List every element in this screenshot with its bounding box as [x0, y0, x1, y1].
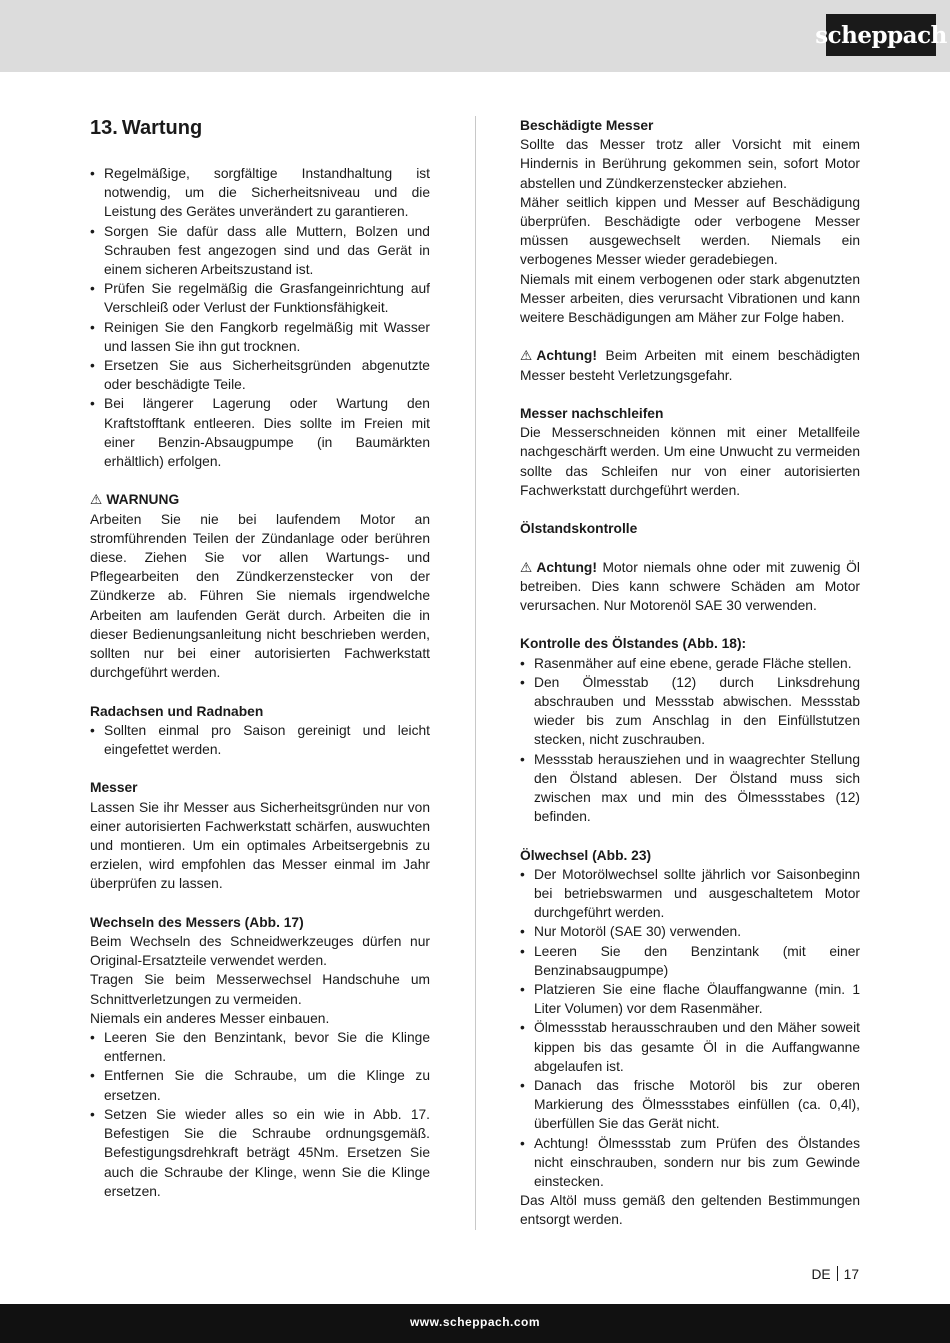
- achtung-note: ⚠ Achtung! Motor niemals ohne oder mit zuwenig Öl betreiben. Dies kann schwere Schäden am Motor verursachen. Nur Motorenöl SAE 30 verwenden.: [520, 559, 860, 614]
- page-number: [811, 1266, 859, 1282]
- header-bar: [0, 0, 950, 72]
- messer-text: Lassen Sie ihr Messer aus Sicherheitsgründen nur von einer autorisierten Fachwerkstatt schärfen, auswuchten und montieren. Um ein optimales Arbeitsergebnis zu erzielen, wird empfohlen das Messer einmal im Jahr überprüfen zu lassen.: [90, 799, 430, 892]
- beschaedigt-text: Mäher seitlich kippen und Messer auf Beschädigung überprüfen. Beschädigte oder verbogene Messer müssen ausgewechselt werden. Niemals ein verbogenes Messer wieder geradebiegen.: [520, 194, 860, 268]
- messer-heading: Messer: [90, 780, 138, 796]
- page-num: 17: [843, 1267, 859, 1282]
- list-item: • Sorgen Sie dafür dass alle Muttern, Bolzen und Schrauben fest angezogen sind und das Gerät in einem sicheren Arbeitszustand ist.: [90, 222, 430, 280]
- warning-text: Arbeiten Sie nie bei laufendem Motor an stromführenden Teilen der Zündanlage oder berühren diese. Ziehen Sie vor allen Wartungs- und Pflegearbeiten den Zündkerzenstecker von der Zündkerze ab. Führen Sie niemals irgendwelche Arbeiten am laufenden Gerät durch. Arbeiten die in dieser Bedienungsanleitung nicht beschrieben werden, sollten nur bei einer autorisierten Fachwerkstatt durchgeführt werden.: [90, 511, 430, 681]
- oelstand-heading: Ölstandskontrolle: [520, 521, 638, 537]
- list-item: • Den Ölmesstab (12) durch Linksdrehung abschrauben und Messstab abwischen. Messstab wieder bis zum Anschlag in den Einfüllstutzen stecken, nicht zuschrauben.: [520, 673, 860, 750]
- column-divider: [475, 116, 476, 1230]
- list-item: • Entfernen Sie die Schraube, um die Klinge zu ersetzen.: [90, 1066, 430, 1104]
- beschaedigt-text: Sollte das Messer trotz aller Vorsicht mit einem Hindernis in Berührung gekommen sein, sofort Motor abstellen und Zündkerzenstecker abziehen.: [520, 137, 860, 191]
- kontrolle-list: [520, 654, 860, 827]
- list-item: • Rasenmäher auf eine ebene, gerade Fläche stellen.: [520, 654, 860, 673]
- list-item: • Setzen Sie wieder alles so ein wie in Abb. 17. Befestigen Sie die Schraube ordnungsgemäß. Befestigungsdrehkraft beträgt 45Nm. Ersetzen Sie auch die Schraube der Klinge, wenn Sie die Klinge ersetzen.: [90, 1105, 430, 1201]
- list-item: • Ölmessstab herausschrauben und den Mäher soweit kippen bis das gesamte Öl in die Auffangwanne abgelaufen ist.: [520, 1018, 860, 1076]
- warning-icon: ⚠: [520, 559, 533, 575]
- oelwechsel-list: [520, 865, 860, 1191]
- intro-list: [90, 164, 430, 471]
- wechseln-text: Tragen Sie beim Messerwechsel Handschuhe um Schnittverletzungen zu vermeiden.: [90, 972, 430, 1007]
- warning-icon: ⚠: [90, 492, 103, 508]
- right-column: [520, 116, 860, 1230]
- list-item: • Der Motorölwechsel sollte jährlich vor Saisonbeginn bei betriebswarmen und ausgeschaltetem Motor durchgeführt werden.: [520, 865, 860, 923]
- achtung-note: ⚠ Achtung! Beim Arbeiten mit einem beschädigten Messer besteht Verletzungsgefahr.: [520, 348, 860, 383]
- warning-heading: ⚠ WARNUNG: [90, 490, 430, 509]
- list-item: • Messstab herausziehen und in waagrechter Stellung den Ölstand ablesen. Der Ölstand muss sich zwischen max und min des Ölmessstabes (12) befinden.: [520, 750, 860, 827]
- chapter-title: 13. Wartung: [90, 117, 203, 139]
- list-item: • Ersetzen Sie aus Sicherheitsgründen abgenutzte oder beschädigte Teile.: [90, 356, 430, 394]
- footer-bar: [0, 1304, 950, 1343]
- wechseln-heading: Wechseln des Messers (Abb. 17): [90, 914, 304, 930]
- radachsen-list: [90, 721, 430, 759]
- beschaedigt-heading: Beschädigte Messer: [520, 118, 654, 133]
- brand-logo: scheppach: [826, 14, 936, 56]
- language-code: DE: [811, 1267, 831, 1282]
- list-item: • Sollten einmal pro Saison gereinigt und leicht eingefettet werden.: [90, 721, 430, 759]
- wechseln-list: [90, 1028, 430, 1201]
- nachschleifen-heading: Messer nachschleifen: [520, 406, 664, 422]
- list-item: • Prüfen Sie regelmäßig die Grasfangeinrichtung auf Verschleiß oder Verlust der Funktionsfähigkeit.: [90, 279, 430, 317]
- list-item: • Leeren Sie den Benzintank, bevor Sie die Klinge entfernen.: [90, 1028, 430, 1066]
- website-url: www.scheppach.com: [409, 1315, 541, 1329]
- radachsen-heading: Radachsen und Radnaben: [90, 703, 264, 719]
- list-item: • Danach das frische Motoröl bis zur oberen Markierung des Ölmessstabes einfüllen (ca. 0,4l), überfüllen Sie das Gerät nicht.: [520, 1076, 860, 1134]
- wechseln-text: Beim Wechseln des Schneidwerkzeuges dürfen nur Original-Ersatzteile verwendet werden.: [90, 934, 430, 969]
- list-item: • Reinigen Sie den Fangkorb regelmäßig mit Wasser und lassen Sie ihn gut trocknen.: [90, 318, 430, 356]
- list-item: • Platzieren Sie eine flache Ölauffangwanne (min. 1 Liter Volumen) vor dem Rasenmäher.: [520, 980, 860, 1018]
- list-item: • Leeren Sie den Benzintank (mit einer Benzinabsaugpumpe): [520, 942, 860, 980]
- warning-icon: ⚠: [520, 348, 533, 364]
- beschaedigt-text: Niemals mit einem verbogenen oder stark abgenutzten Messer arbeiten, dies verursacht Vibrationen und kann weitere Beschädigungen am Mäher zur Folge haben.: [520, 271, 860, 326]
- oelwechsel-heading: Ölwechsel (Abb. 23): [520, 847, 652, 863]
- nachschleifen-text: Die Messerschneiden können mit einer Metallfeile nachgeschärft werden. Um eine Unwucht zu vermeiden sollte das Schleifen nur von einer autorisierten Fachwerkstatt durchgeführt werden.: [520, 425, 860, 498]
- altoel-text: Das Altöl muss gemäß den geltenden Bestimmungen entsorgt werden.: [520, 1193, 860, 1228]
- wechseln-text: Niemals ein anderes Messer einbauen.: [90, 1010, 330, 1026]
- list-item: • Bei längerer Lagerung oder Wartung den Kraftstofftank entleeren. Dies sollte im Freien mit einer Benzin-Absaugpumpe (in Baumärkten erhältlich) erfolgen.: [90, 394, 430, 471]
- list-item: • Achtung! Ölmessstab zum Prüfen des Ölstandes nicht einschrauben, sondern nur bis zum Gewinde einstecken.: [520, 1134, 860, 1192]
- list-item: • Regelmäßige, sorgfältige Instandhaltung ist notwendig, um die Sicherheitsniveau und die Leistung des Gerätes unverändert zu garantieren.: [90, 164, 430, 222]
- kontrolle-heading: Kontrolle des Ölstandes (Abb. 18):: [520, 636, 747, 652]
- left-column: [90, 116, 430, 1201]
- list-item: • Nur Motoröl (SAE 30) verwenden.: [520, 922, 860, 941]
